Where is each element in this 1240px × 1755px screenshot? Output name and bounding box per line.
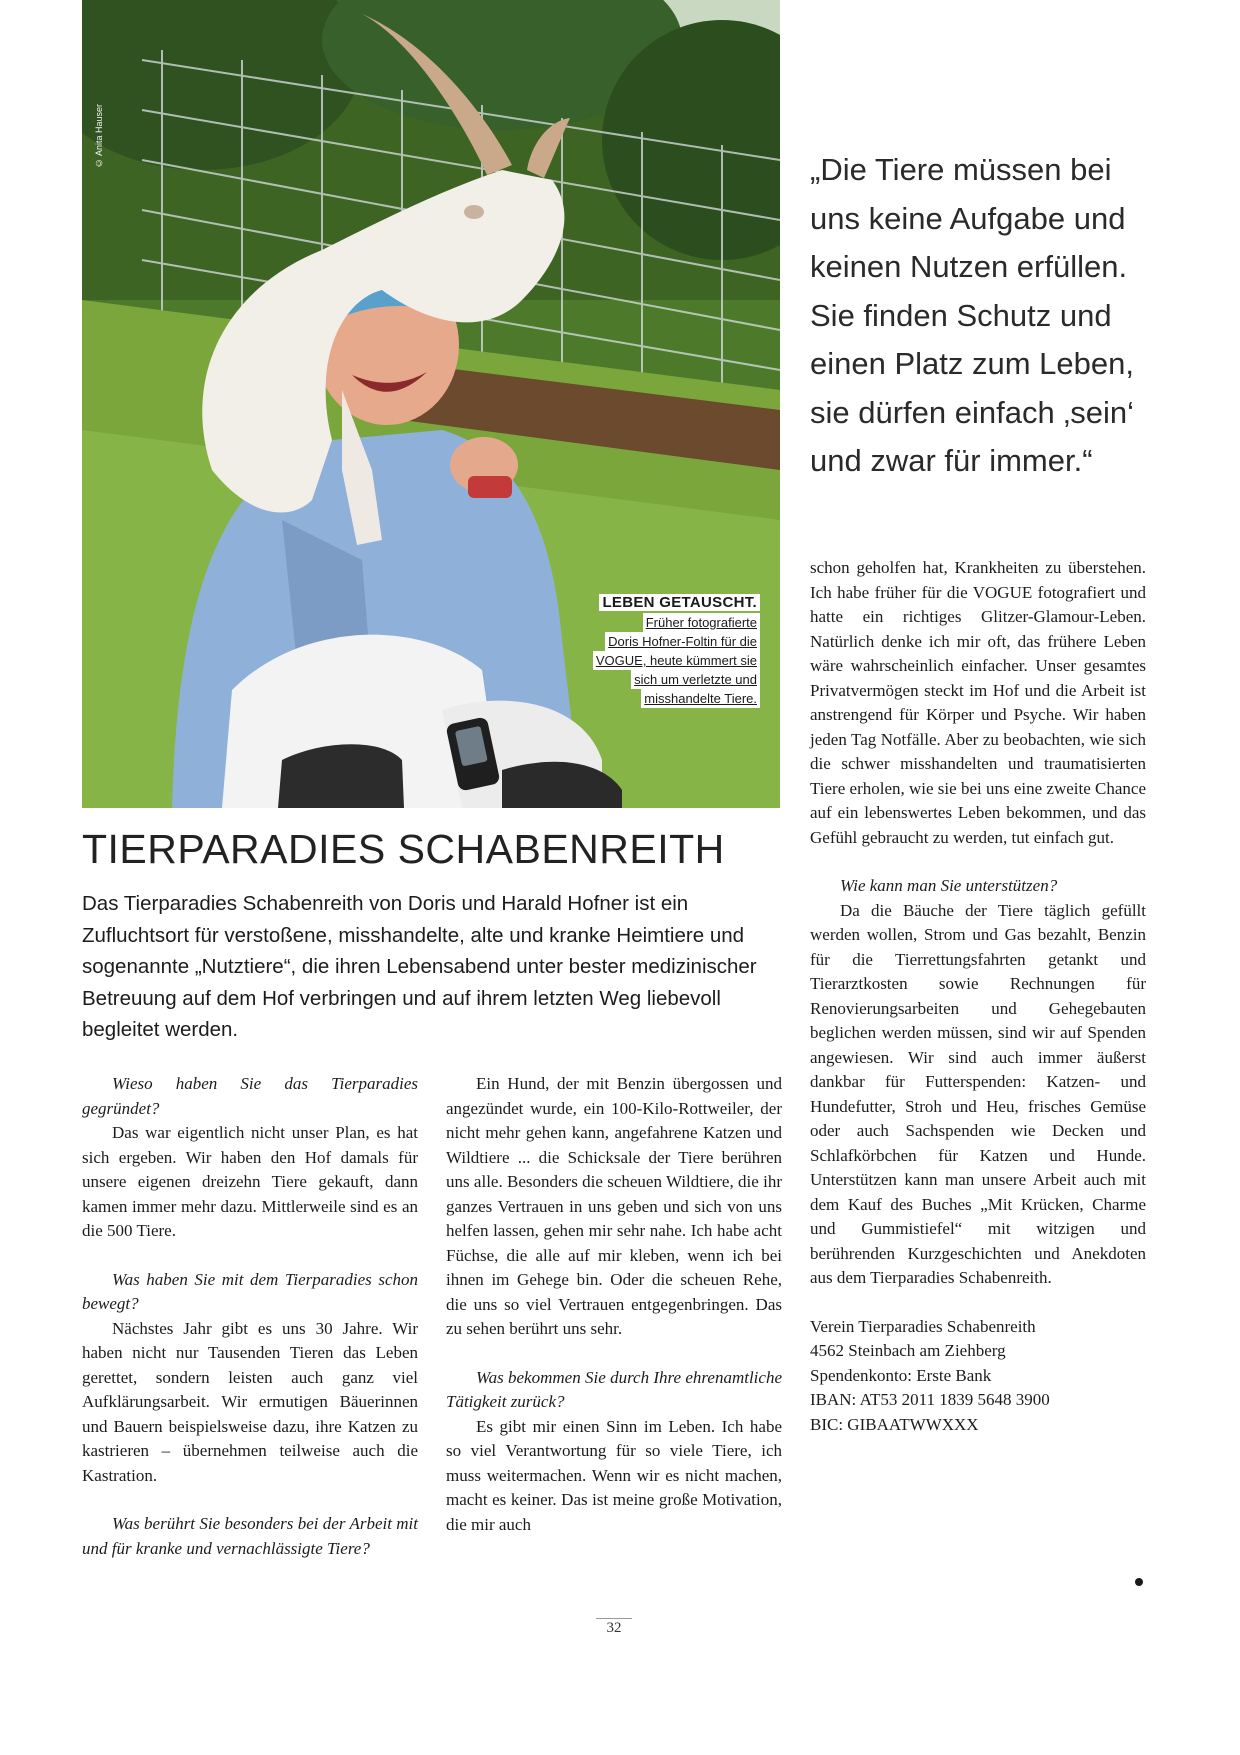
contact-block [810,1315,1146,1438]
interview-question: Was bekommen Sie durch Ihre ehrenamtliche Tätigkeit zurück? [446,1367,782,1411]
caption-line: Früher fotografierte [643,613,760,632]
interview-answer: Das war eigentlich nicht unser Plan, es hat sich ergeben. Wir haben den Hof damals für unsere eigenen dreizehn Tiere gekauft, dann kamen immer mehr dazu. Mittlerweile sind es an die 500 Tiere. [82,1123,418,1240]
caption-line: misshandelte Tiere. [641,689,760,708]
page-number: 32 [606,1620,622,1636]
photo-caption [520,594,760,708]
article-headline: TIERPARADIES SCHABENREITH [82,826,725,872]
caption-title: LEBEN GETAUSCHT. [599,594,760,611]
contact-line: 4562 Steinbach am Ziehberg [810,1341,1006,1360]
text-column-3 [810,556,1146,1437]
interview-answer-continued: schon geholfen hat, Krankheiten zu überstehen. Ich habe früher für die VOGUE fotografiert und hatte ein richtiges Glitzer-Glamour-Leben. Natürlich denke ich mir oft, das frühere Leben wäre wahrscheinlich einfacher. Unser gesamtes Privatvermögen steckt im Hof und die Arbeit ist anstrengend für Körper und Psyche. Wir haben jeden Tag Notfälle. Aber zu beobachten, wie sich die schwer misshandelten und traumatisierten Tiere erholen, wie sie bei uns eine zweite Chance auf ein lebenswertes Leben bekommen, und das Gefühl gebraucht zu werden, tut einfach gut. [810,558,1146,847]
interview-question: Was haben Sie mit dem Tierparadies schon bewegt? [82,1269,418,1313]
caption-line: Doris Hofner-Foltin für die [605,632,760,651]
interview-answer: Nächstes Jahr gibt es uns 30 Jahre. Wir haben nicht nur Tausenden Tieren das Leben gerettet, sondern leisten auch ganz viel Aufklärungsarbeit. Wir ermutigen Bäuerinnen und Bauern beispielsweise dazu, ihre Katzen zu kastrieren – übernehmen teilweise auch die Kastration. [82,1318,418,1485]
contact-line: IBAN: AT53 2011 1839 5648 3900 [810,1390,1050,1409]
interview-question: Was berührt Sie besonders bei der Arbeit mit und für kranke und vernachlässigte Tiere? [82,1514,418,1558]
caption-line: VOGUE, heute kümmert sie [593,651,760,670]
interview-answer: Es gibt mir einen Sinn im Leben. Ich habe so viel Verantwortung für so viele Tiere, ich muss weitermachen. Wenn wir es nicht machen, macht es keiner. Das ist meine große Motivation, die mir auch [446,1416,782,1534]
interview-answer: Ein Hund, der mit Benzin übergossen und angezündet wurde, ein 100-Kilo-Rottweiler, der nicht mehr gehen kann, angefahrene Katzen und Wildtiere ... die Schicksale der Tiere berühren uns alle. Besonders die scheuen Wildtiere, die ihr ganzes Vertrauen in uns geben und sich von uns helfen lassen, gehen mir sehr nahe. Ich habe acht Füchse, die alle auf mir kleben, wenn ich bei ihnen im Gehege bin. Oder die scheuen Rehe, die uns so viel Vertrauen entgegenbringen. Das zu sehen berührt uns sehr. [446,1074,782,1338]
pull-quote: „Die Tiere müssen bei uns keine Aufgabe und keinen Nutzen erfüllen. Sie finden Schutz und einen Platz zum Leben, sie dürfen einfach ‚sein‘ und zwar für immer.“ [810,152,1134,478]
text-column-2 [446,1072,782,1537]
page-number-rule [596,1618,632,1619]
contact-line: Verein Tierparadies Schabenreith [810,1316,1036,1336]
contact-line: Spendenkonto: Erste Bank [810,1365,992,1385]
caption-line: sich um verletzte und [631,670,760,689]
article-lead: Das Tierparadies Schabenreith von Doris und Harald Hofner ist ein Zufluchtsort für verstoßene, misshandelte, alte und kranke Heimtiere und sogenannte „Nutztiere“, die ihren Lebensabend unter bester medizinischer Betreuung auf dem Hof verbringen und auf ihrem letzten Weg liebevoll begleitet werden. [82,892,757,1041]
interview-answer: Da die Bäuche der Tiere täglich gefüllt werden wollen, Strom und Gas bezahlt, Benzin für die Tierrettungsfahrten getankt und Tierarztkosten sowie Rechnungen für Renovierungsarbeiten und Gehegebauten beglichen werden müssen, sind wir auf Spenden angewiesen. Wir sind auch immer äußerst dankbar für Futterspenden: Katzen- und Hundefutter, Stroh und Heu, frisches Gemüse oder auch Sachspenden wie Decken und Schlafkörbchen für Katzen und Hunde. Unterstützen kann man unsere Arbeit auch mit dem Kauf des Buches „Mit Krücken, Charme und Gummistiefel“ mit witzigen und berührenden Kurzgeschichten und Anekdoten aus dem Tierparadies Schabenreith. [810,900,1146,1287]
interview-question: Wieso haben Sie das Tierparadies gegründet? [82,1074,418,1118]
photo-credit: © Anita Hauser [94,103,104,168]
contact-line: BIC: GIBAATWWXXX [810,1414,979,1434]
interview-question: Wie kann man Sie unterstützen? [840,876,1058,895]
end-of-article-mark [1135,1578,1143,1586]
text-column-1 [82,1072,418,1561]
